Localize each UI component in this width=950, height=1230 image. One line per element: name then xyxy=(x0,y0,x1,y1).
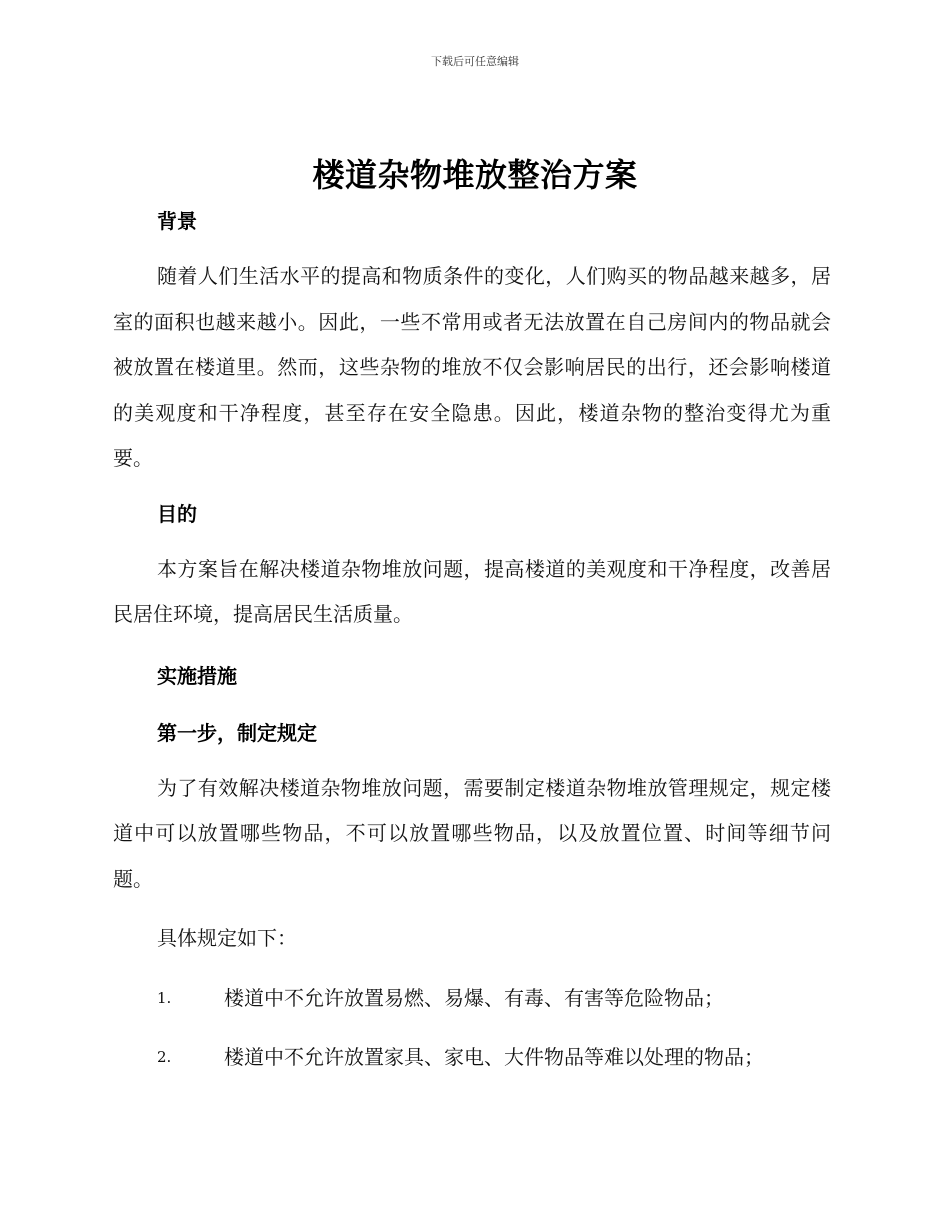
document-body xyxy=(113,203,831,1080)
list-item-text: 楼道中不允许放置家具、家电、大件物品等难以处理的物品； xyxy=(224,1044,764,1069)
paragraph-background: 随着人们生活水平的提高和物质条件的变化，人们购买的物品越来越多，居室的面积也越来越小。因此，一些不常用或者无法放置在自己房间内的物品就会被放置在楼道里。然而，这些杂物的堆放不仅会影响居民的出行，还会影响楼道的美观度和干净程度，甚至存在安全隐患。因此，楼道杂物的整治变得尤为重要。 xyxy=(113,264,831,470)
list-item-number: 1. xyxy=(157,988,172,1007)
list-item xyxy=(113,976,831,1021)
list-item-number: 2. xyxy=(157,1047,172,1066)
document-title: 楼道杂物堆放整治方案 xyxy=(312,156,638,194)
rules-intro: 具体规定如下： xyxy=(157,926,297,950)
section-heading-background: 背景 xyxy=(157,209,197,233)
list-item xyxy=(113,1035,831,1080)
step1-heading: 第一步，制定规定 xyxy=(157,720,317,745)
paragraph-step1: 为了有效解决楼道杂物堆放问题，需要制定楼道杂物堆放管理规定，规定楼道中可以放置哪些物品，不可以放置哪些物品，以及放置位置、时间等细节问题。 xyxy=(113,775,831,891)
list-item-text: 楼道中不允许放置易燃、易爆、有毒、有害等危险物品； xyxy=(224,985,724,1010)
page-header-note: 下载后可任意编辑 xyxy=(431,55,519,68)
section-heading-measures: 实施措施 xyxy=(157,663,237,688)
paragraph-purpose: 本方案旨在解决楼道杂物堆放问题，提高楼道的美观度和干净程度，改善居民居住环境，提高居民生活质量。 xyxy=(113,556,831,626)
section-heading-purpose: 目的 xyxy=(157,501,197,526)
